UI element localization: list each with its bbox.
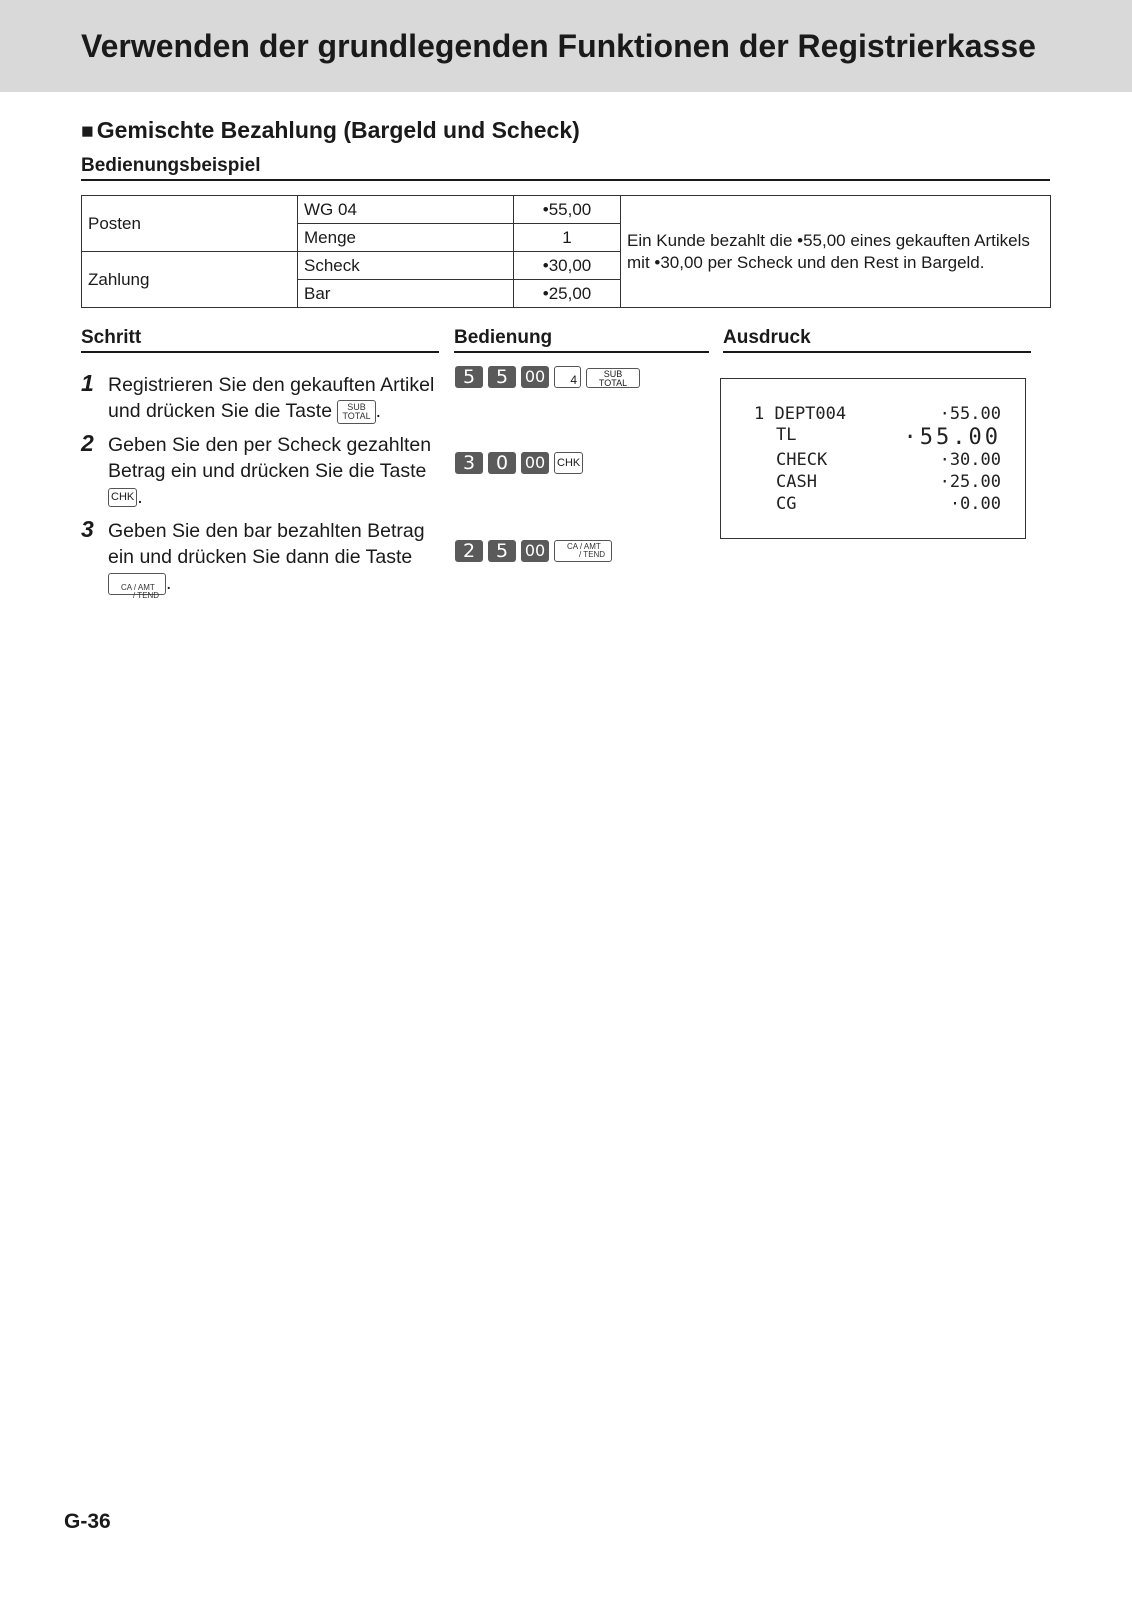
key-label: / TEND [133, 590, 160, 600]
receipt-label: CHECK [776, 450, 828, 470]
key-sequence-step-2 [455, 450, 583, 474]
table-cell-label: Zahlung [82, 252, 298, 308]
step-number: 1 [81, 370, 94, 396]
check-key-icon: CHK [554, 452, 583, 474]
numeric-key: 00 [521, 540, 549, 562]
column-heading-step: Schritt [81, 327, 439, 353]
table-cell-item: WG 04 [298, 196, 514, 224]
step-number: 3 [81, 516, 94, 542]
numeric-key: 0 [488, 452, 516, 474]
numeric-key: 5 [488, 540, 516, 562]
key-sequence-step-3 [455, 538, 612, 562]
tender-key-icon [108, 573, 166, 600]
key-label: CA / AMT [567, 542, 601, 551]
check-key-icon: CHK [108, 488, 137, 507]
receipt-label: TL [776, 425, 797, 445]
column-heading-printout: Ausdruck [723, 327, 1031, 353]
step-text: Geben Sie den bar bezahlten Betrag ein und drücken Sie dann die Taste [108, 520, 425, 568]
receipt-total-amount: ·55.00 [903, 425, 1001, 450]
square-bullet-icon: ■ [81, 120, 94, 143]
step-item [81, 516, 451, 600]
receipt-printout [720, 378, 1026, 539]
table-cell-value: •30,00 [514, 252, 621, 280]
receipt-amount: ·0.00 [949, 494, 1001, 514]
step-item [81, 432, 451, 510]
table-row [82, 196, 1051, 224]
page-title: Verwenden der grundlegenden Funktionen der Registrierkasse [81, 28, 1036, 64]
column-heading-operation: Bedienung [454, 327, 709, 353]
table-cell-value: •55,00 [514, 196, 621, 224]
tender-key-icon [554, 540, 612, 562]
key-label: TOTAL [342, 410, 371, 421]
receipt-line [754, 425, 1001, 450]
step-item [81, 372, 451, 424]
step-text-end: . [137, 486, 143, 508]
section-heading [81, 117, 580, 144]
key-sequence-step-1 [455, 364, 640, 388]
numeric-key: 00 [521, 366, 549, 388]
step-text-end: . [166, 572, 172, 594]
example-table [81, 195, 1051, 308]
header-band [0, 0, 1132, 92]
step-text: Geben Sie den per Scheck gezahlten Betrag ein und drücken Sie die Taste [108, 434, 432, 482]
numeric-key: 5 [455, 366, 483, 388]
step-text: Registrieren Sie den gekauften Artikel und drücken Sie die Taste [108, 374, 435, 422]
table-cell-item: Bar [298, 280, 514, 308]
key-label: 4 [570, 373, 577, 387]
key-label: / TEND [579, 550, 606, 559]
page-number: G-36 [64, 1510, 111, 1533]
numeric-key: 00 [521, 452, 549, 474]
table-cell-item: Menge [298, 224, 514, 252]
table-cell-label: Posten [82, 196, 298, 252]
receipt-label: CG [776, 494, 797, 514]
receipt-line [754, 450, 1001, 472]
receipt-label: CASH [776, 472, 817, 492]
receipt-line [754, 494, 1001, 516]
receipt-amount: ·30.00 [939, 450, 1001, 470]
receipt-line [754, 404, 1001, 426]
subtotal-key-icon [337, 400, 375, 424]
section-heading-text: Gemischte Bezahlung (Bargeld und Scheck) [96, 117, 580, 143]
table-cell-value: 1 [514, 224, 621, 252]
receipt-label: 1 DEPT004 [754, 404, 847, 424]
table-cell-item: Scheck [298, 252, 514, 280]
department-key [554, 366, 581, 388]
steps-list [81, 370, 451, 600]
numeric-key: 5 [488, 366, 516, 388]
example-description: Ein Kunde bezahlt die •55,00 eines gekauften Artikels mit •30,00 per Scheck und den Rest in Bargeld. [621, 196, 1051, 308]
example-heading: Bedienungsbeispiel [81, 155, 1050, 181]
receipt-amount: ·25.00 [939, 472, 1001, 492]
numeric-key: 3 [455, 452, 483, 474]
subtotal-key-icon [586, 368, 640, 388]
key-label: SUB [603, 369, 623, 379]
key-label: SUB [347, 401, 366, 412]
step-text-end: . [375, 400, 382, 422]
receipt-amount: ·55.00 [939, 404, 1001, 424]
receipt-line [754, 472, 1001, 494]
key-label: CA / AMT [121, 582, 155, 592]
key-label: TOTAL [598, 378, 628, 388]
numeric-key: 2 [455, 540, 483, 562]
table-cell-value: •25,00 [514, 280, 621, 308]
step-number: 2 [81, 430, 94, 456]
